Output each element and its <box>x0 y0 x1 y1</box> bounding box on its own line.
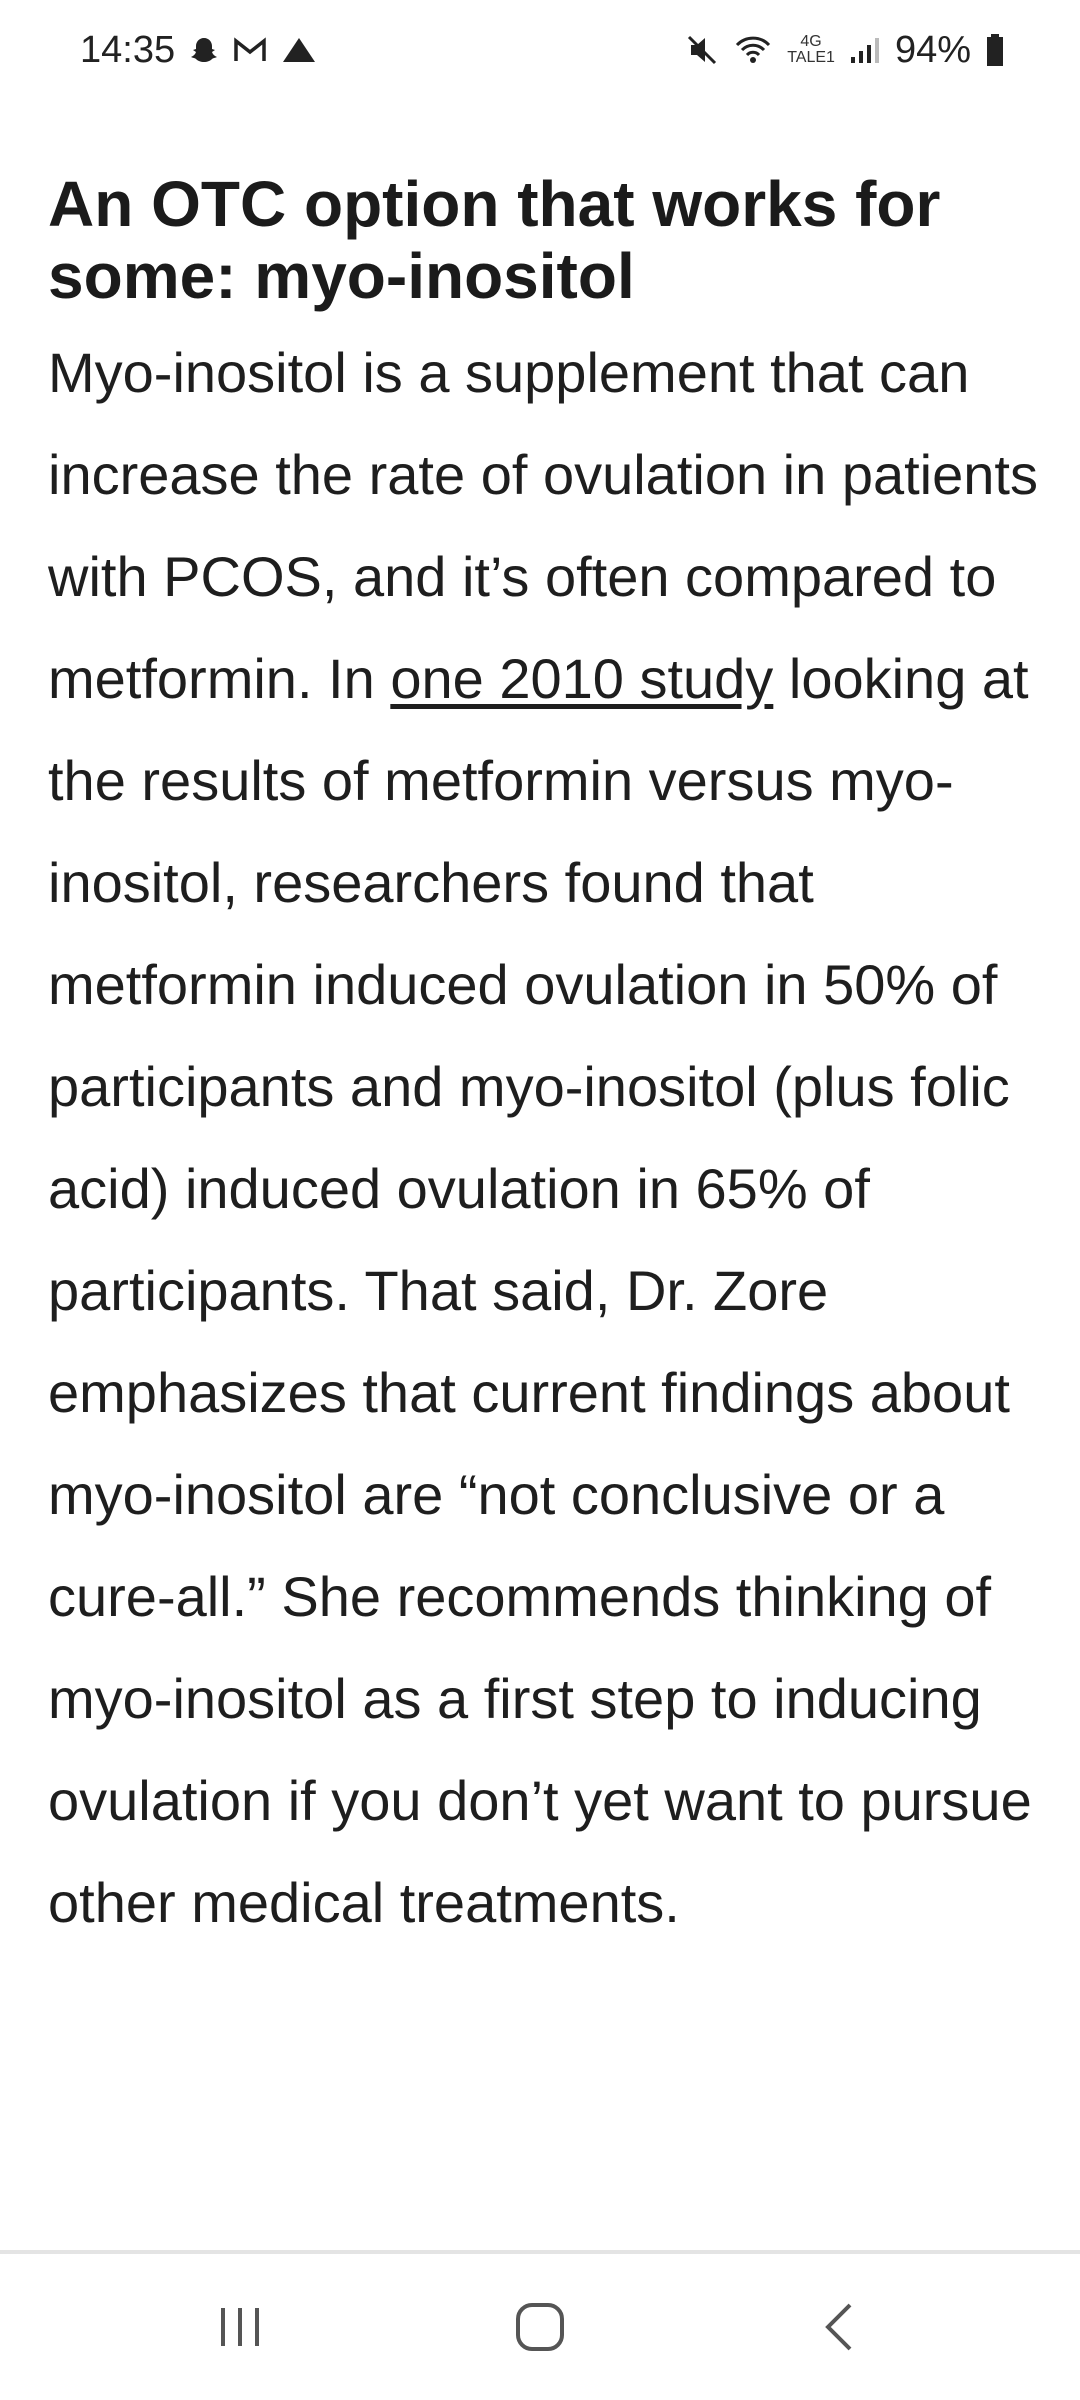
article-paragraph <box>48 322 1038 1954</box>
paragraph-text-after-link: looking at the results of metformin versus myo-inositol, researchers found that metformin induced ovulation in 50% of participants and myo-inositol (plus folic acid) induced ovulation in 65% of participants. That said, Dr. Zore emphasizes that current findings about myo-inositol are “not conclusive or a cure-all.” She recommends thinking of myo-inositol as a first step to inducing ovulation if you don’t yet want to pursue other medical treatments. <box>48 647 1032 1934</box>
home-button[interactable] <box>480 2277 600 2377</box>
navigation-bar <box>0 2254 1080 2400</box>
recent-apps-icon <box>215 2304 265 2350</box>
study-link[interactable]: one 2010 study <box>390 647 774 710</box>
status-right <box>685 29 1005 72</box>
article <box>48 168 1038 1954</box>
battery-percent: 94% <box>894 28 971 71</box>
network-label <box>787 34 835 66</box>
gmail-icon <box>233 36 267 64</box>
wifi-icon <box>733 33 773 67</box>
snapchat-icon <box>189 35 219 65</box>
paragraph-text-before-link: Myo-inositol is a supplement that can increase the rate of ovulation in patients with PCOS, and it’s often compared to metformin. In <box>48 341 1038 710</box>
network-type: 4G <box>800 33 822 50</box>
recent-apps-button[interactable] <box>180 2277 300 2377</box>
signal-icon <box>849 35 881 65</box>
home-icon <box>513 2300 567 2354</box>
network-carrier: TALE1 <box>787 49 835 66</box>
status-bar <box>0 0 1080 100</box>
back-icon <box>820 2300 860 2354</box>
article-headline: An OTC option that works for some: myo-inositol <box>48 168 941 312</box>
status-left <box>80 29 317 72</box>
status-time: 14:35 <box>80 28 176 71</box>
drive-icon <box>281 35 317 65</box>
mute-icon <box>685 33 719 67</box>
back-button[interactable] <box>780 2277 900 2377</box>
battery-icon <box>985 33 1005 67</box>
